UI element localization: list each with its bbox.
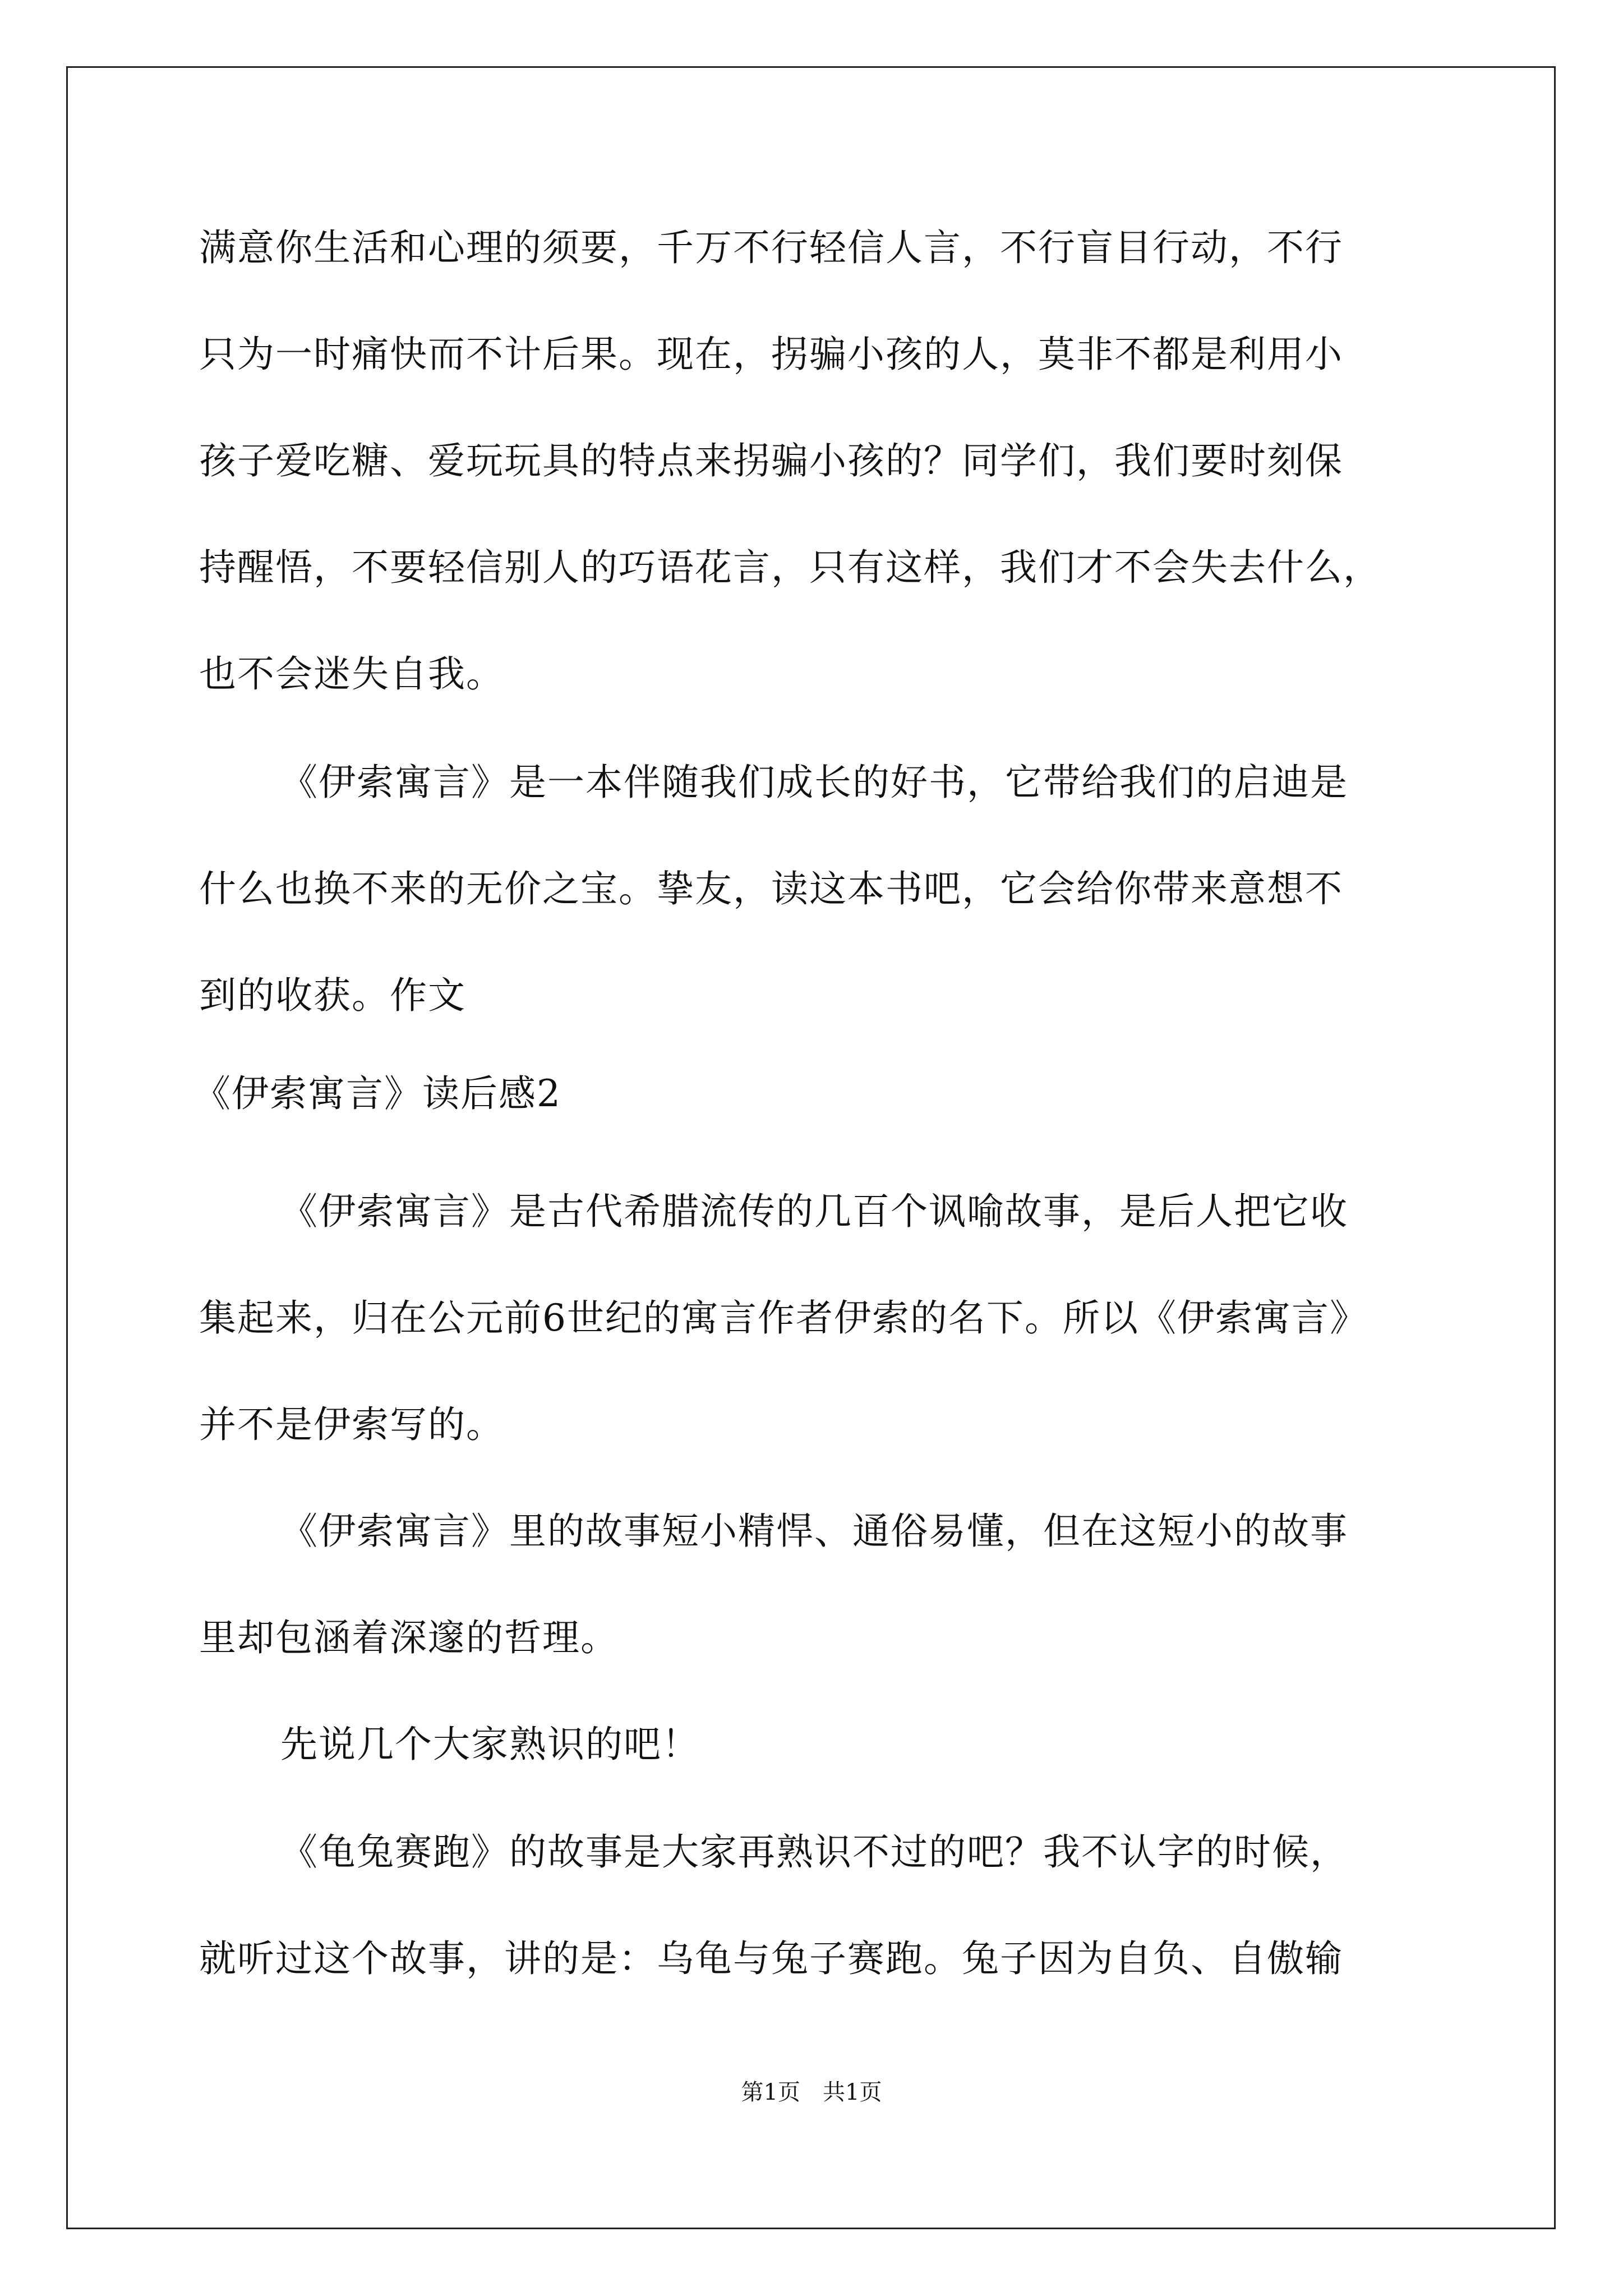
- section-heading: 《伊索寓言》读后感2: [193, 1072, 561, 1115]
- body-text-line: 只为一时痛快而不计后果。现在，拐骗小孩的人，莫非不都是利用小: [199, 333, 1343, 376]
- paragraph-start-line: 《伊索寓言》里的故事短小精悍、通俗易懂，但在这短小的故事: [280, 1510, 1348, 1553]
- paragraph-start-line: 《伊索寓言》是一本伴随我们成长的好书，它带给我们的启迪是: [280, 761, 1348, 804]
- body-text-line: 到的收获。作文: [199, 974, 466, 1017]
- body-text-line: 孩子爱吃糖、爱玩玩具的特点来拐骗小孩的？同学们，我们要时刻保: [199, 439, 1343, 482]
- body-text-line: 什么也换不来的无价之宝。挚友，读这本书吧，它会给你带来意想不: [199, 867, 1343, 910]
- page-number: 第1页: [741, 2079, 800, 2105]
- page-total: 共1页: [823, 2079, 882, 2105]
- paragraph-start-line: 《龟兔赛跑》的故事是大家再熟识不过的吧？我不认字的时候，: [280, 1830, 1348, 1874]
- body-text-line: 集起来，归在公元前6世纪的寓言作者伊索的名下。所以《伊索寓言》: [199, 1296, 1368, 1340]
- body-text-line: 并不是伊索写的。: [199, 1403, 504, 1446]
- body-text-line: 就听过这个故事，讲的是：乌龟与兔子赛跑。兔子因为自负、自傲输: [199, 1937, 1343, 1980]
- paragraph-start-line: 《伊索寓言》是古代希腊流传的几百个讽喻故事，是后人把它收: [280, 1190, 1348, 1233]
- paragraph-start-line: 先说几个大家熟识的吧！: [280, 1723, 700, 1766]
- body-text-line: 也不会迷失自我。: [199, 652, 504, 696]
- body-text-line: 满意你生活和心理的须要，千万不行轻信人言，不行盲目行动，不行: [199, 226, 1343, 269]
- page-border: [66, 66, 1556, 2229]
- body-text-line: 持醒悟，不要轻信别人的巧语花言，只有这样，我们才不会失去什么，: [199, 546, 1381, 589]
- page-footer: [0, 2078, 1623, 2106]
- body-text-line: 里却包涵着深邃的哲理。: [199, 1616, 619, 1659]
